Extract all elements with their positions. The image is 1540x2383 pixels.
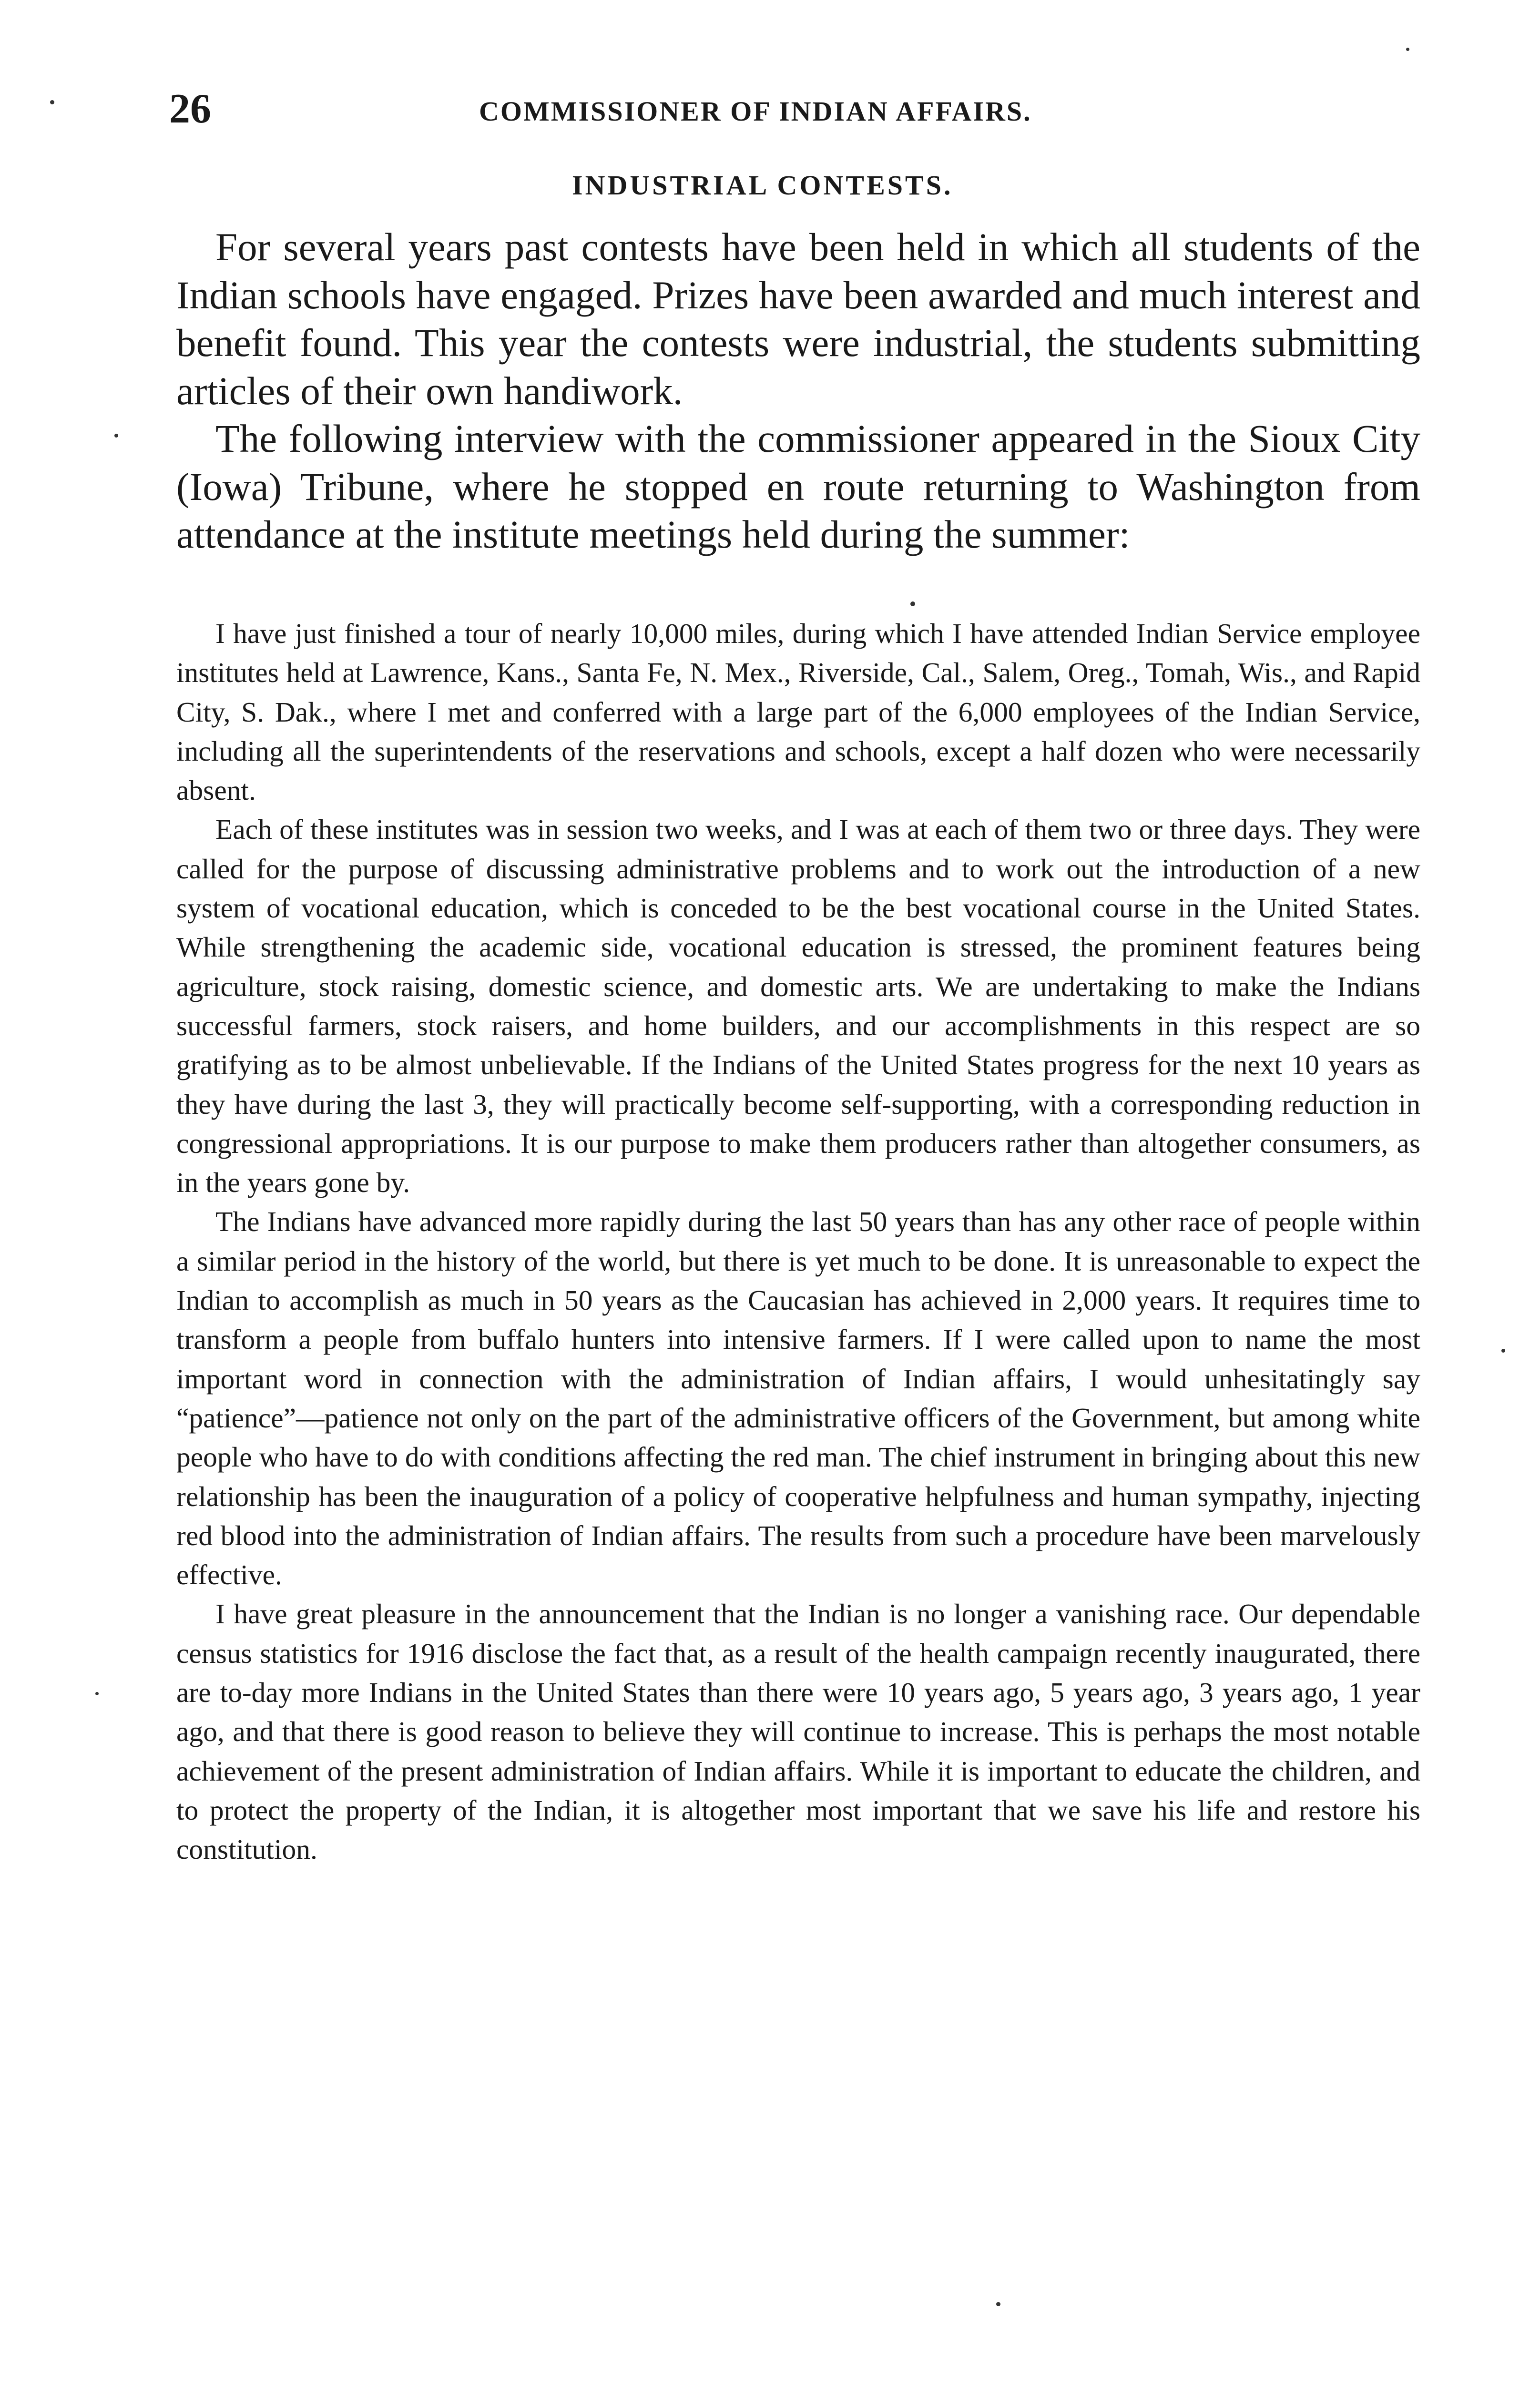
scan-speck xyxy=(114,434,118,438)
scan-speck xyxy=(996,2302,1000,2306)
scan-speck xyxy=(50,100,54,104)
scan-speck xyxy=(95,1692,99,1695)
section-title: INDUSTRIAL CONTESTS. xyxy=(572,170,953,201)
interview-paragraph: The Indians have advanced more rapidly during the last 50 years than has any other race of people within a similar period in the history of the world, but there is yet much to be done. It is unreasonable to expect the Indian to accomplish as much in 50 years as the Caucasian has achieved in 2,000 years. It requires time to transform a people from buffalo hunters into intensive farmers. If I were called upon to name the most important word in connection with the administration of Indian affairs, I would unhesitatingly say “patience”—patience not only on the part of the administrative officers of the Government, but among white people who have to do with conditions affecting the red man. The chief instrument in bringing about this new relationship has been the inauguration of a policy of cooperative helpfulness and human sympathy, injecting red blood into the administration of Indian affairs. The results from such a procedure have been marvelously effective. xyxy=(176,1206,1420,1591)
interview-paragraph: Each of these institutes was in session two weeks, and I was at each of them two or three days. They were called for the purpose of discussing administrative problems and to work out the introduction of a new system of vocational education, which is conceded to be the best vocational course in the United States. While strengthening the academic side, vocational education is stressed, the prominent features being agriculture, stock raising, domestic science, and domestic arts. We are undertaking to make the Indians successful farmers, stock raisers, and home builders, and our accomplishments in this respect are so gratifying as to be almost unbelievable. If the Indians of the United States progress for the next 10 years as they have during the last 3, they will practically become self-supporting, with a corresponding reduction in congressional appropriations. It is our purpose to make them producers rather than altogether consumers, as in the years gone by. xyxy=(176,814,1420,1199)
intro-paragraph: For several years past contests have been held in which all students of the Indian schools have engaged. Prizes have been awarded and much interest and benefit found. This year the contests were industrial, the students submitting articles of their own handiwork. xyxy=(176,225,1420,413)
interview-paragraph: I have just finished a tour of nearly 10,000 miles, during which I have attended Indian Service employee institutes held at Lawrence, Kans., Santa Fe, N. Mex., Riverside, Cal., Salem, Oreg., Tomah, Wis., and Rapid City, S. Dak., where I met and conferred with a large part of the 6,000 employees of the Indian Service, including all the superintendents of the reservations and schools, except a half dozen who were necessarily absent. xyxy=(176,618,1420,806)
intro-text xyxy=(176,223,1420,559)
interview-paragraph: I have great pleasure in the announcement that the Indian is no longer a vanishing race. Our dependable census statistics for 1916 disclose the fact that, as a result of the health campaign recently inaugurated, there are to-day more Indians in the United States than there were 10 years ago, 5 years ago, 3 years ago, 1 year ago, and that there is good reason to believe they will continue to increase. This is perhaps the most notable achievement of the present administration of Indian affairs. While it is important to educate the children, and to protect the property of the Indian, it is altogether most important that we save his life and restore his constitution. xyxy=(176,1598,1420,1865)
intro-paragraph: The following interview with the commissioner appeared in the Sioux City (Iowa) Tribune, where he stopped en route returning to Washington from attendance at the institute meetings held during the summer: xyxy=(176,417,1420,556)
page-number: 26 xyxy=(169,86,211,132)
scan-speck xyxy=(1501,1349,1505,1353)
scan-speck xyxy=(910,601,915,606)
running-title: COMMISSIONER OF INDIAN AFFAIRS. xyxy=(479,96,1032,127)
interview-quote xyxy=(176,614,1420,1869)
scan-speck xyxy=(1406,48,1409,51)
